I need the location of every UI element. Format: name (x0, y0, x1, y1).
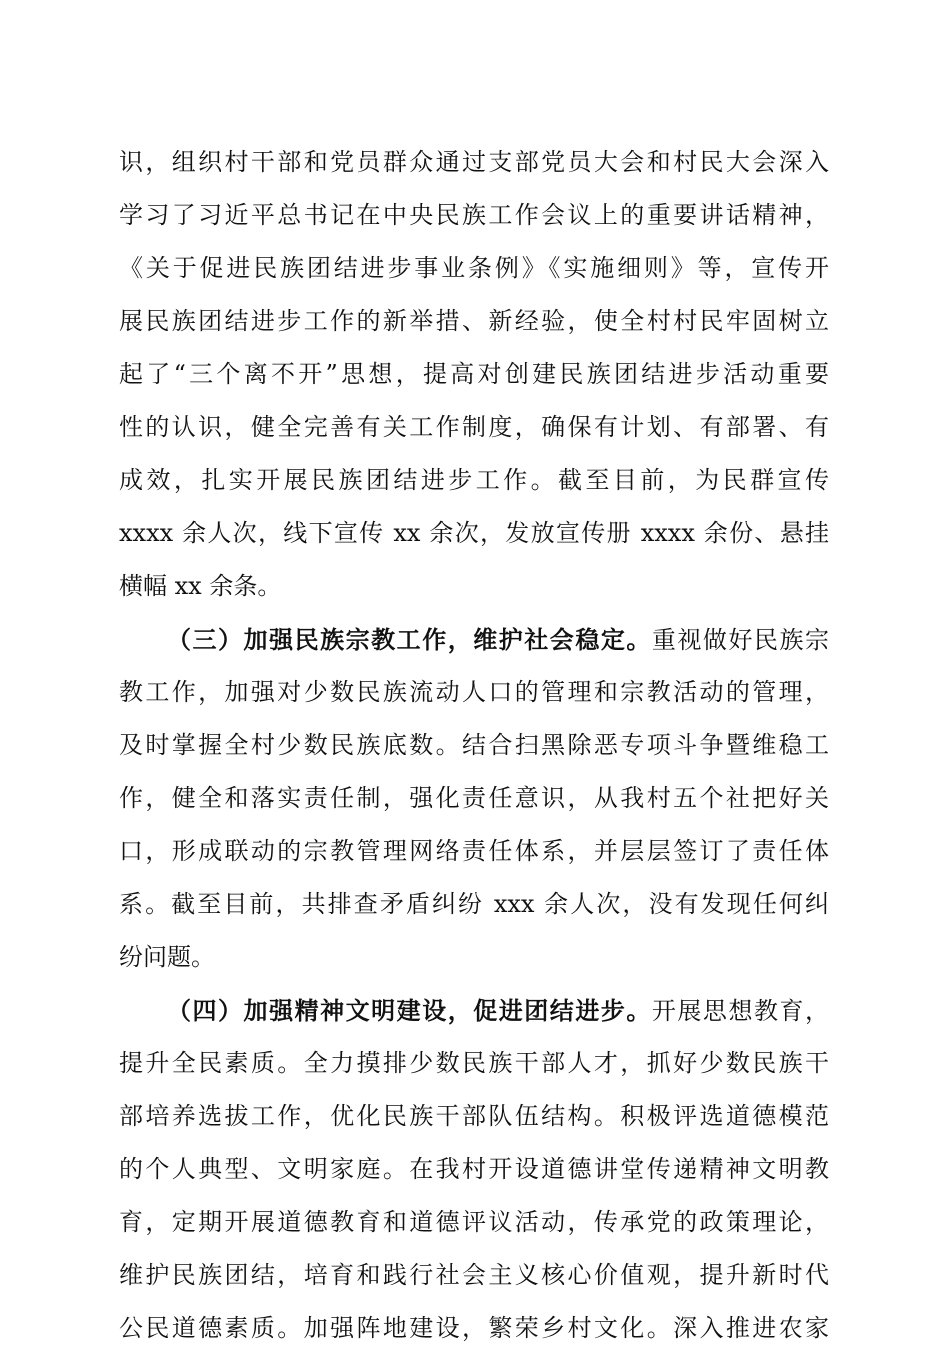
text-line: 《关于促进民族团结进步事业条例》《实施细则》等，宣传开 (119, 254, 829, 282)
text-line: 教工作，加强对少数民族流动人口的管理和宗教活动的管理， (119, 678, 829, 706)
paragraph-1 (119, 136, 829, 613)
text-line: 展民族团结进步工作的新举措、新经验，使全村村民牢固树立 (119, 307, 829, 335)
text-line: 公民道德素质。加强阵地建设，繁荣乡村文化。深入推进农家 (119, 1314, 829, 1342)
text-line: 成效，扎实开展民族团结进步工作。截至目前，为民群宣传 (119, 466, 829, 494)
section-heading: （三）加强民族宗教工作，维护社会稳定。 (167, 625, 652, 654)
text-line: 作，健全和落实责任制，强化责任意识，从我村五个社把好关 (119, 784, 829, 812)
text-line: 性的认识，健全完善有关工作制度，确保有计划、有部署、有 (119, 413, 829, 441)
section-heading: （四）加强精神文明建设，促进团结进步。 (167, 996, 652, 1025)
text-line: 部培养选拔工作，优化民族干部队伍结构。积极评选道德模范 (119, 1102, 829, 1130)
text-line: 系。截至目前，共排查矛盾纠纷 xxx 余人次，没有发现任何纠 (119, 890, 829, 918)
text-run: 开展思想教育， (651, 997, 830, 1025)
text-run: 重视做好民族宗 (651, 626, 830, 654)
paragraph-3 (119, 984, 829, 1355)
text-line: 学习了习近平总书记在中央民族工作会议上的重要讲话精神， (119, 201, 829, 229)
text-line: 及时掌握全村少数民族底数。结合扫黑除恶专项斗争暨维稳工 (119, 731, 829, 759)
text-line: 口，形成联动的宗教管理网络责任体系，并层层签订了责任体 (119, 837, 829, 865)
text-line (119, 984, 829, 1037)
text-line: 的个人典型、文明家庭。在我村开设道德讲堂传递精神文明教 (119, 1155, 829, 1183)
text-line: 维护民族团结，培育和践行社会主义核心价值观，提升新时代 (119, 1261, 829, 1289)
text-line: 提升全民素质。全力摸排少数民族干部人才，抓好少数民族干 (119, 1049, 829, 1077)
text-line: 起了“三个离不开”思想，提高对创建民族团结进步活动重要 (119, 360, 829, 388)
text-line: xxxx 余人次，线下宣传 xx 余次，发放宣传册 xxxx 余份、悬挂 (119, 519, 829, 547)
text-line: 识，组织村干部和党员群众通过支部党员大会和村民大会深入 (119, 148, 829, 176)
text-line (119, 613, 829, 666)
document-body (119, 136, 829, 1355)
text-line: 横幅 xx 余条。 (119, 572, 282, 600)
paragraph-2 (119, 613, 829, 984)
text-line: 育，定期开展道德教育和道德评议活动，传承党的政策理论， (119, 1208, 829, 1236)
text-line: 纷问题。 (119, 943, 215, 971)
